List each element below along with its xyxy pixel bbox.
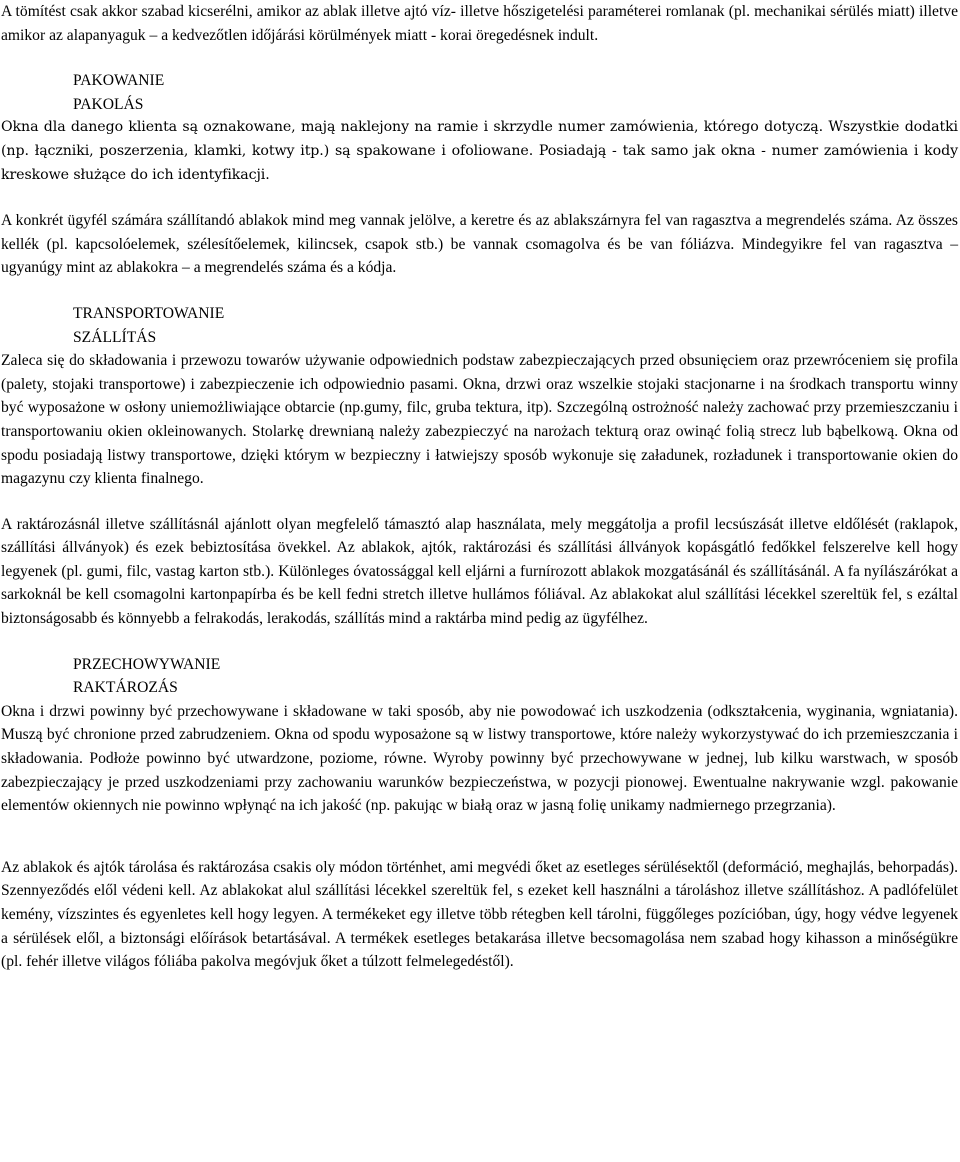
- transport-heading-hu: SZÁLLÍTÁS: [73, 328, 157, 346]
- spacer: [1, 818, 958, 856]
- storage-paragraph-pl: Okna i drzwi powinny być przechowywane i składowane w taki sposób, aby nie powodować ich uszkodzenia (odkształcenia, wyginania, wgniatania). Muszą być chronione przed zabrudzeniem. Okna od spodu wyposażone są w listwy transportowe, które należy wykorzystywać do ich przemieszczania i składowania. Podłoże powinno być utwardzone, poziome, równe. Wyroby powinny być przechowywane w jednej, lub kilku warstwach, w sposób zabezpieczający je przed uszkodzeniami przy zachowaniu warunków bezpieczeństwa, w pozycji pionowej. Ewentualne nakrywanie wzgl. pakowanie elementów okiennych nie powinno wpłynąć na ich jakość (np. pakując w białą oraz w jasną folię unikamy nadmiernego przegrzania).: [1, 702, 958, 815]
- packing-heading-hu: PAKOLÁS: [73, 95, 144, 113]
- spacer: [1, 491, 958, 513]
- packing-heading-pl: PAKOWANIE: [73, 72, 165, 90]
- packing-paragraph-hu: A konkrét ügyfél számára szállítandó ablakok mind meg vannak jelölve, a keretre és az ablakszárnyra fel van ragasztva a megrendelés száma. Az összes kellék (pl. kapcsolóelemek, szélesítőelemek, kilincsek, csapok stb.) be vannak csomagolva és be van fóliázva. Mindegyikre fel van ragasztva – ugyanúgy mint az ablakokra – a megrendelés száma és a kódja.: [1, 212, 958, 277]
- intro-paragraph-hu: A tömítést csak akkor szabad kicserélni, amikor az ablak illetve ajtó víz- illetve hőszigetelési paraméterei romlanak (pl. mechanikai sérülés miatt) illetve amikor az alapanyaguk – a kedvezőtlen időjárási körülmények miatt - korai öregedésnek indult.: [1, 3, 958, 44]
- spacer: [1, 187, 958, 209]
- transport-heading: [1, 302, 958, 349]
- packing-heading: [1, 69, 958, 116]
- packing-paragraph-pl: Okna dla danego klienta są oznakowane, mają naklejony na ramie i skrzydle numer zamówienia, którego dotyczą. Wszystkie dodatki (np. łączniki, poszerzenia, klamki, kotwy itp.) są spakowane i ofoliowane. Posiadają - tak samo jak okna - numer zamówienia i kody kreskowe służące do ich identyfikacji.: [1, 119, 958, 183]
- storage-paragraph-hu: Az ablakok és ajtók tárolása és raktározása csakis oly módon történhet, ami megvédi őket az esetleges sérülésektől (deformáció, meghajlás, behorpadás). Szennyeződés elől védeni kell. Az ablakokat alul szállítási lécekkel szereltük fel, s ezeket kell használni a tároláshoz illetve szállításhoz. A padlófelület kemény, vízszintes és egyenletes kell hogy legyen. A termékeket egy illetve több rétegben kell tárolni, függőleges pozícióban, úgy, hogy védve legyenek a sérülések elől, a biztonsági előírások betartásával. A termékek esetleges betakarása illetve becsomagolása nem szabad hogy kihasson a minőségükre (pl. fehér illetve világos fóliába pakolva megóvjuk őket a túlzott felmelegedéstől).: [1, 858, 958, 971]
- storage-heading-pl: PRZECHOWYWANIE: [73, 655, 221, 673]
- storage-heading-hu: RAKTÁROZÁS: [73, 679, 178, 697]
- transport-paragraph-pl: Zaleca się do składowania i przewozu towarów używanie odpowiednich podstaw zabezpieczających przed obsunięciem oraz przewróceniem się profila (palety, stojaki transportowe) i zabezpieczenie ich odpowiednio pasami. Okna, drzwi oraz wszelkie stojaki stacjonarne i na środkach transportu winny być wyposażone w osłony uniemożliwiające obtarcie (np.gumy, filc, gruba tektura, itp). Szczególną ostrożność należy zachować przy przemieszczaniu i transportowaniu okien okleinowanych. Stolarkę drewnianą należy zabezpieczyć na narożach tekturą oraz owinąć folią strecz lub bąbelkową. Okna od spodu posiadają listwy transportowe, dzięki którym w bezpieczny i łatwiejszy sposób wykonuje się załadunek, rozładunek i transportowanie okien do magazynu czy klienta finalnego.: [1, 352, 958, 488]
- storage-heading: [1, 653, 958, 700]
- transport-paragraph-hu: A raktározásnál illetve szállításnál ajánlott olyan megfelelő támasztó alap használata, mely meggátolja a profil lecsúszását illetve eldőlését (raklapok, szállítási állványok) és ezek bebiztosítása övekkel. Az ablakok, ajtók, raktározási és szállítási állványok kopásgátló fedőkkel felszerelve kell hogy legyenek (pl. gumi, filc, vastag karton stb.). Különleges óvatossággal kell eljárni a furnírozott ablakok mozgatásánál és szállításánál. A fa nyílászárókat a sarkoknál be kell csomagolni kartonpapírba és be kell fedni stretch illetve hullámos fóliával. Az ablakokat alul szállítási lécekkel szereltük fel, s ezáltal biztonságosabb és könnyebb a felrakodás, lerakodás, szállítás mind a raktárba mind pedig az ügyfélhez.: [1, 515, 958, 628]
- transport-heading-pl: TRANSPORTOWANIE: [73, 304, 225, 322]
